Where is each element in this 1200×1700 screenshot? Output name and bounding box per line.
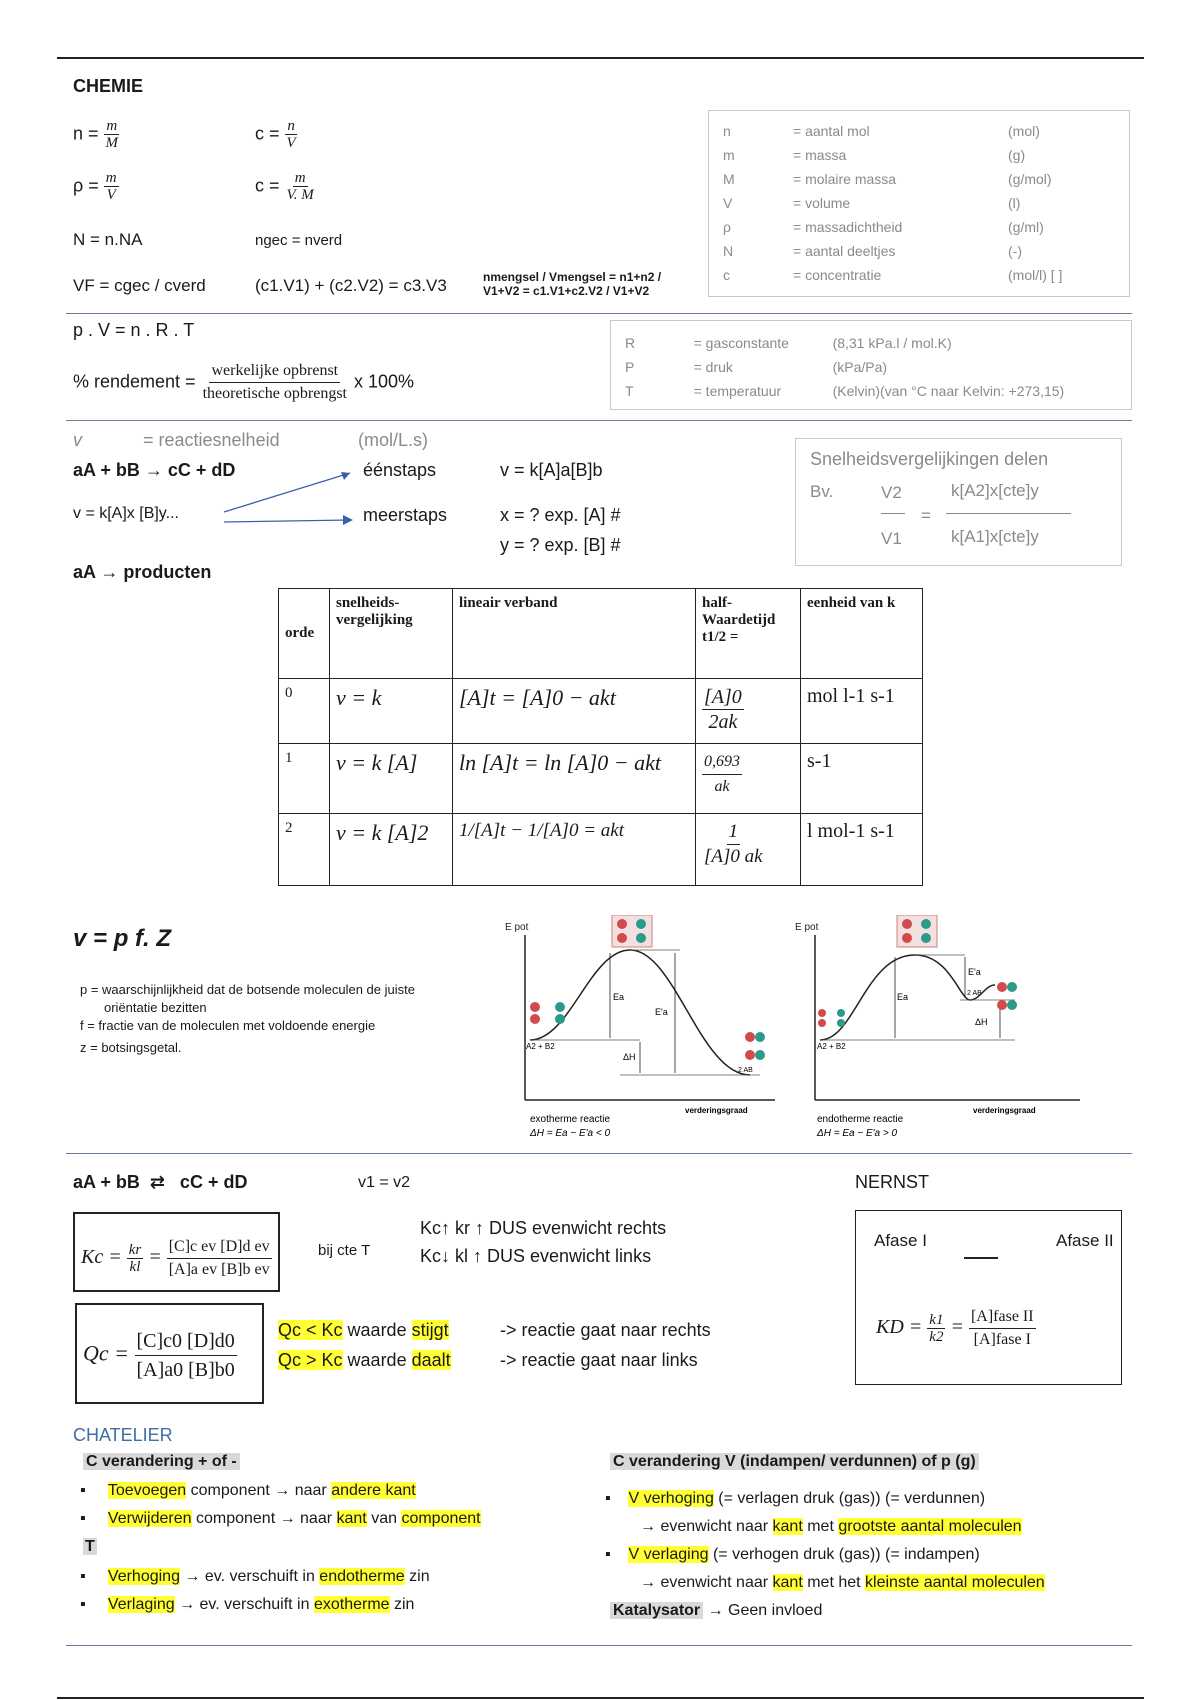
cell-orde: 2 <box>279 814 330 886</box>
legend-unit: (g) <box>1008 147 1026 163</box>
cell-linear: 1/[A]t − 1/[A]0 = akt <box>453 814 696 886</box>
nernst-a1: Afase I <box>874 1231 927 1250</box>
cell-half: $\frac{1}{[A]0 ak}$ <box>696 814 801 886</box>
qc-less-result: -> reactie gaat naar rechts <box>500 1320 711 1340</box>
xaxis-label: verderingsgraad <box>685 1106 748 1115</box>
cell-rate: v = k [A] <box>330 744 453 814</box>
rate-arrows <box>220 465 360 530</box>
list-item: ▪ V verlaging (= verhogen druk (gas)) (= indampen) <box>605 1546 980 1563</box>
nernst-title: NERNST <box>855 1172 930 1192</box>
list-item: ▪ Verhoging → ev. verschuift in endotherme zin <box>80 1568 430 1585</box>
kc-up: Kc↑ kr ↑ DUS evenwicht rechts <box>420 1218 667 1238</box>
list-item-cont: → evenwicht naar kant met het kleinste aantal moleculen <box>640 1574 1045 1591</box>
divider-1 <box>66 313 1132 314</box>
qc-greater-line: Qc > Kc waarde daalt <box>278 1350 451 1370</box>
legend-unit: (g/ml) <box>1008 219 1044 235</box>
formula-N: N = n.NA <box>73 230 143 249</box>
exo-label: exotherme reactie <box>530 1114 611 1125</box>
dh-label: ΔH <box>623 1052 636 1062</box>
rate-v-symbol: v <box>73 430 82 450</box>
cell-rate: v = k [A]2 <box>330 814 453 886</box>
legend-row <box>723 143 1118 167</box>
legend-unit: (g/mol) <box>1008 171 1052 187</box>
rate-law: v = k[A]x [B]y... <box>73 505 179 522</box>
legend-row <box>625 355 1131 379</box>
nernst-a2: Afase II <box>1056 1231 1114 1250</box>
legend-sym: T <box>625 383 634 399</box>
legend-desc: = aantal deeltjes <box>793 243 896 259</box>
divider-4 <box>66 1645 1132 1646</box>
exo-eq: ΔH = Ea − E'a < 0 <box>530 1128 611 1139</box>
legend-desc: = massa <box>793 147 847 163</box>
cell-linear: ln [A]t = ln [A]0 − akt <box>453 744 696 814</box>
kc-formula-box <box>73 1212 280 1292</box>
collision-equation: v = p f. Z <box>73 925 172 952</box>
rate-divide-box <box>795 438 1122 566</box>
table-row <box>279 679 923 744</box>
cell-orde: 0 <box>279 679 330 744</box>
collision-z: z = botsingsgetal. <box>80 1040 182 1055</box>
epot-label: E pot <box>795 922 819 933</box>
divider-2 <box>66 420 1132 421</box>
divide-line-left <box>881 513 905 514</box>
equilibrium-velocities: v1 = v2 <box>358 1174 411 1191</box>
legend-desc: = druk <box>693 359 733 375</box>
formula-mix: (c1.V1) + (c2.V2) = c3.V3 <box>255 276 447 295</box>
divide-bv: Bv. <box>810 482 834 501</box>
ea-label: Ea <box>897 992 909 1002</box>
legend-unit: (-) <box>1008 243 1022 259</box>
formula-rho: ρ = $\frac{m}{V}$ <box>73 170 117 203</box>
legend-desc: = temperatuur <box>693 383 782 399</box>
list-item: ▪ Verlaging → ev. verschuift in exotherme zin <box>80 1596 415 1613</box>
divide-v2: V2 <box>881 483 902 502</box>
list-item: ▪ V verhoging (= verlagen druk (gas)) (= verdunnen) <box>605 1490 986 1507</box>
kc-down: Kc↓ kl ↑ DUS evenwicht links <box>420 1246 652 1266</box>
legend-row <box>723 191 1118 215</box>
legend-sym: c <box>723 267 730 283</box>
formula-c1: c = $\frac{n}{V}$ <box>255 118 296 151</box>
collision-p: p = waarschijnlijkheid dat de botsende moleculen de juiste <box>80 982 415 997</box>
t-header: T <box>85 1538 95 1555</box>
ea2-label: E'a <box>655 1007 668 1017</box>
equilibrium-reaction: aA + bB ⇄ cC + dD <box>73 1172 248 1192</box>
legend-box-quantities <box>708 110 1130 297</box>
legend-row <box>723 167 1118 191</box>
cell-linear: [A]t = [A]0 − akt <box>453 679 696 744</box>
rate-v-desc: = reactiesnelheid <box>143 430 280 450</box>
dh-label: ΔH <box>975 1017 988 1027</box>
top-rule <box>57 57 1144 59</box>
legend-row <box>723 215 1118 239</box>
legend-sym: N <box>723 243 734 259</box>
one-step-label: éénstaps <box>363 460 437 480</box>
divider-3 <box>66 1153 1132 1154</box>
th-rate: snelheids-vergelijking <box>330 589 453 679</box>
legend-sym: M <box>723 171 735 187</box>
cell-unit: s-1 <box>801 744 923 814</box>
rate-reaction: aA + bB → cC + dD <box>73 460 236 480</box>
th-orde: orde <box>279 589 330 679</box>
th-unit: eenheid van k <box>801 589 923 679</box>
collision-p2: oriëntatie bezitten <box>104 1000 207 1015</box>
cell-rate: v = k <box>330 679 453 744</box>
formula-c2: c = $\frac{m}{V. M}$ <box>255 170 314 203</box>
legend-box-gas <box>610 320 1132 410</box>
list-item: ▪ Verwijderen component → naar kant van component <box>80 1510 481 1527</box>
xaxis-label: verderingsgraad <box>973 1106 1036 1115</box>
collision-f: f = fractie van de moleculen met voldoende energie <box>80 1018 376 1033</box>
products-label: 2 AB <box>738 1067 753 1074</box>
legend-unit: (mol) <box>1008 123 1040 139</box>
legend-desc: = aantal mol <box>793 123 870 139</box>
legend-row <box>723 263 1118 287</box>
legend-unit: (Kelvin)(van °C naar Kelvin: +273,15) <box>832 383 1065 399</box>
cell-unit: l mol-1 s-1 <box>801 814 923 886</box>
legend-unit: (mol/l) [ ] <box>1008 267 1063 283</box>
formula-VF: VF = cgec / cverd <box>73 276 206 295</box>
legend-row <box>723 239 1118 263</box>
formula-n: n = $\frac{m}{M}$ <box>73 118 119 151</box>
cell-half: $\frac{0,693}{ak}$ <box>696 744 801 814</box>
epot-label: E pot <box>505 922 529 933</box>
endo-eq: ΔH = Ea − E'a > 0 <box>817 1128 898 1139</box>
exothermic-diagram <box>500 915 785 1145</box>
ea-label: Ea <box>613 992 625 1002</box>
legend-unit: (l) <box>1008 195 1021 211</box>
bottom-rule <box>57 1697 1144 1699</box>
qc-greater-result: -> reactie gaat naar links <box>500 1350 698 1370</box>
divide-den: k[A1]x[cte]y <box>951 527 1039 546</box>
legend-unit: (kPa/Pa) <box>832 359 888 375</box>
legend-sym: n <box>723 123 731 139</box>
page-title: CHEMIE <box>73 76 144 96</box>
formula-ngec: ngec = nverd <box>255 232 343 249</box>
divide-eq: = <box>921 506 931 525</box>
multi-step-label: meerstaps <box>363 505 448 525</box>
nernst-box <box>855 1210 1122 1385</box>
catalyst-line: Katalysator → Geen invloed <box>610 1602 822 1620</box>
kinetics-table <box>278 588 923 886</box>
cell-half: $\frac{[A]0}{2ak}$ <box>696 679 801 744</box>
qc-less-line: Qc < Kc waarde stijgt <box>278 1320 449 1340</box>
divide-num: k[A2]x[cte]y <box>951 481 1039 500</box>
th-half: half-Waardetijd t1/2 = <box>696 589 801 679</box>
products-reaction: aA → producten <box>73 562 212 582</box>
v-change-header: C verandering V (indampen/ verdunnen) of p (g) <box>610 1453 979 1471</box>
legend-sym: m <box>723 147 735 163</box>
ea2-label: E'a <box>968 967 981 977</box>
ideal-gas-law: p . V = n . R . T <box>73 320 195 340</box>
legend-sym: V <box>723 195 733 211</box>
legend-sym: R <box>625 335 636 351</box>
qc-formula-box <box>75 1303 264 1404</box>
legend-desc: = molaire massa <box>793 171 897 187</box>
x-exponent: x = ? exp. [A] # <box>500 505 621 525</box>
legend-sym: ρ <box>723 219 731 235</box>
y-exponent: y = ? exp. [B] # <box>500 535 621 555</box>
cell-unit: mol l-1 s-1 <box>801 679 923 744</box>
list-item: ▪ Toevoegen component → naar andere kant <box>80 1482 416 1499</box>
table-row <box>279 814 923 886</box>
legend-row <box>723 119 1118 143</box>
endothermic-diagram <box>795 915 1095 1145</box>
one-step-equation: v = k[A]a[B]b <box>500 460 603 480</box>
reactants-label: A2 + B2 <box>526 1042 555 1051</box>
qc-formula: Qc = $\frac{[C]c0 [D]d0}{[A]a0 [B]b0}$ <box>83 1327 237 1384</box>
nernst-arrow <box>964 1257 998 1259</box>
chatelier-title: CHATELIER <box>73 1425 173 1445</box>
kc-formula: Kc = $\frac{kr}{kl}$ = $\frac{\text{[C]c ev [D]d ev}}{\text{[A]a ev [B]b ev}}$ <box>81 1238 270 1278</box>
products-label: 2 AB <box>967 990 982 997</box>
legend-desc: = volume <box>793 195 851 211</box>
legend-unit: (8,31 kPa.l / mol.K) <box>832 335 952 351</box>
list-item-cont: → evenwicht naar kant met grootste aantal moleculen <box>640 1518 1022 1535</box>
endo-label: endotherme reactie <box>817 1114 904 1125</box>
legend-desc: = concentratie <box>793 267 882 283</box>
legend-desc: = massadichtheid <box>793 219 903 235</box>
c-change-header: C verandering + of - <box>83 1453 240 1471</box>
kd-formula: KD = $\frac{k1}{k2}$ = $\frac{\text{[A]fase II}}{\text{[A]fase I}}$ <box>876 1308 1034 1348</box>
legend-desc: = gasconstante <box>693 335 789 351</box>
divide-v1: V1 <box>881 529 902 548</box>
divide-title: Snelheidsvergelijkingen delen <box>810 449 1049 469</box>
th-linear: lineair verband <box>453 589 696 679</box>
yield-formula: % rendement = $\frac{\text{werkelijke opbrenst}}{\text{theoretische opbrengst}}$ x 100% <box>73 362 415 402</box>
table-row <box>279 744 923 814</box>
reactants-label: A2 + B2 <box>817 1042 846 1051</box>
rate-v-unit: (mol/L.s) <box>358 430 429 450</box>
cell-orde: 1 <box>279 744 330 814</box>
legend-sym: P <box>625 359 635 375</box>
divide-line-right <box>946 513 1071 514</box>
bij-cte-t: bij cte T <box>318 1242 371 1259</box>
legend-row <box>625 331 1131 355</box>
formula-mix2: nmengsel / Vmengsel = n1+n2 / V1+V2 = c1.V1+c2.V2 / V1+V2 <box>483 270 662 298</box>
legend-row <box>625 379 1131 403</box>
